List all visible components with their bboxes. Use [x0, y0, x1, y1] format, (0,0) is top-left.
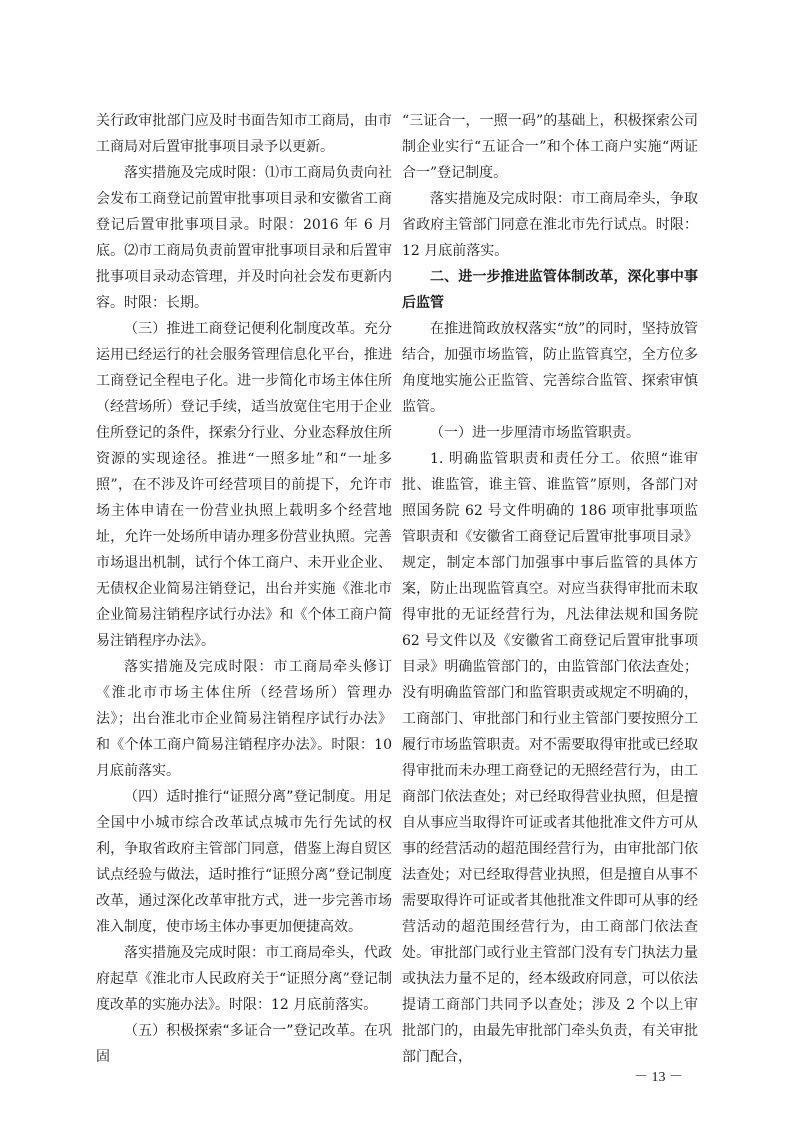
section-subheading: （一）进一步厘清市场监管职责。 [430, 425, 640, 441]
section-paragraph [402, 420, 698, 446]
section-subheading: （五）积极探索“多证合一”登记改革。 [124, 1023, 364, 1039]
paragraph: 落实措施及完成时限：⑴市工商局负责向社会发布工商登记前置审批事项目录和安徽省工商登记后置审批事项目录。时限：2016 年 6 月底。⑵市工商局负责前置审批事项目录和后置审批事项目录动态管理，并及时向社会发布更新内容。时限：长期。 [96, 165, 392, 311]
paragraph: 落实措施及完成时限：市工商局牵头修订《淮北市市场主体住所（经营场所）管理办法》；出台淮北市企业简易注销程序试行办法》和《个体工商户简易注销程序办法》。时限：10 月底前落实。 [96, 659, 392, 779]
section-body: 在巩固 [96, 1023, 392, 1065]
section-body: 用足全国中小城市综合改革试点城市先行先试的权利，争取省政府主管部门同意，借鉴上海自贸区试点经验与做法，适时推行“证照分离”登记制度改革，通过深化改革审批方式，进一步完善市场准入制度，使市场主体办事更加便捷高效。 [96, 789, 392, 935]
left-column [96, 108, 392, 1070]
paragraph-continuation: “三证合一，一照一码”的基础上，积极探索公司制企业实行“五证合一”和个体工商户实施“两证合一”登记制度。 [402, 113, 698, 181]
section-paragraph [96, 1018, 392, 1070]
section-subheading: （三）推进工商登记便利化制度改革。 [124, 321, 364, 337]
paragraph: 在推进简政放权落实“放”的同时，坚持放管结合，加强市场监管，防止监管真空，全方位多角度地实施公正监管、完善综合监管、探索审慎监管。 [402, 321, 698, 415]
paragraph: 落实措施及完成时限：市工商局牵头，代政府起草《淮北市人民政府关于“证照分离”登记制度改革的实施办法》。时限：12 月底前落实。 [96, 945, 392, 1013]
section-body: 充分运用已经运行的社会服务管理信息化平台，推进工商登记全程电子化。进一步简化市场主体住所（经营场所）登记手续，适当放宽住宅用于企业住所登记的条件，探索分行业、分业态释放住所资源的实现途径。推进“一照多址”和“一址多照”，在不涉及许可经营项目的前提下，允许市场主体申请在一份营业执照上载明多个经营地址，允许一处场所申请办理多份营业执照。完善市场退出机制，试行个体工商户、未开业企业、无债权企业简易注销登记，出台并实施《淮北市企业简易注销程序试行办法》和《个体工商户简易注销程序办法》。 [96, 321, 393, 649]
paragraph: 落实措施及完成时限：市工商局牵头，争取省政府主管部门同意在淮北市先行试点。时限：12 月底前落实。 [402, 191, 698, 259]
section-paragraph [96, 784, 392, 940]
paragraph: 1. 明确监管职责和责任分工。依照“谁审批、谁监管，谁主管、谁监管”原则，各部门对照国务院 62 号文件明确的 186 项审批事项监管职责和《安徽省工商登记后置审批事项目录》规定，制定本部门加强事中事后监管的具体方案，防止出现监管真空。对应当获得审批而未取得审批的无证经营行为，凡法律法规和国务院 62 号文件以及《安徽省工商登记后置审批事项目录》明确监管部门的，由监管部门依法查处；没有明确监管部门和监管职责或规定不明确的，工商部门、审批部门和行业主管部门要按照分工履行市场监管职责。对不需要取得审批或已经取得审批而未办理工商登记的无照经营行为，由工商部门依法查处；对已经取得营业执照，但是擅自从事应当取得许可证或者其他批准文件方可从事的经营活动的超范围经营行为，由审批部门依法查处；对已经取得营业执照，但是擅自从事不需要取得许可证或者其他批准文件即可从事的经营活动的超范围经营行为，由工商部门依法查处。审批部门或行业主管部门没有专门执法力量或执法力量不足的，经本级政府同意，可以依法提请工商部门共同予以查处；涉及 2 个以上审批部门的，由最先审批部门牵头负责，有关审批部门配合， [402, 451, 698, 1065]
paragraph-continuation: 关行政审批部门应及时书面告知市工商局，由市工商局对后置审批事项目录予以更新。 [96, 113, 392, 155]
section-subheading: （四）适时推行“证照分离”登记制度。 [124, 789, 364, 805]
section-paragraph [96, 316, 392, 654]
right-column [402, 108, 698, 1070]
section-heading: 二、进一步推进监管体制改革，深化事中事后监管 [402, 269, 698, 311]
page-number: － 13 － [634, 1070, 683, 1085]
